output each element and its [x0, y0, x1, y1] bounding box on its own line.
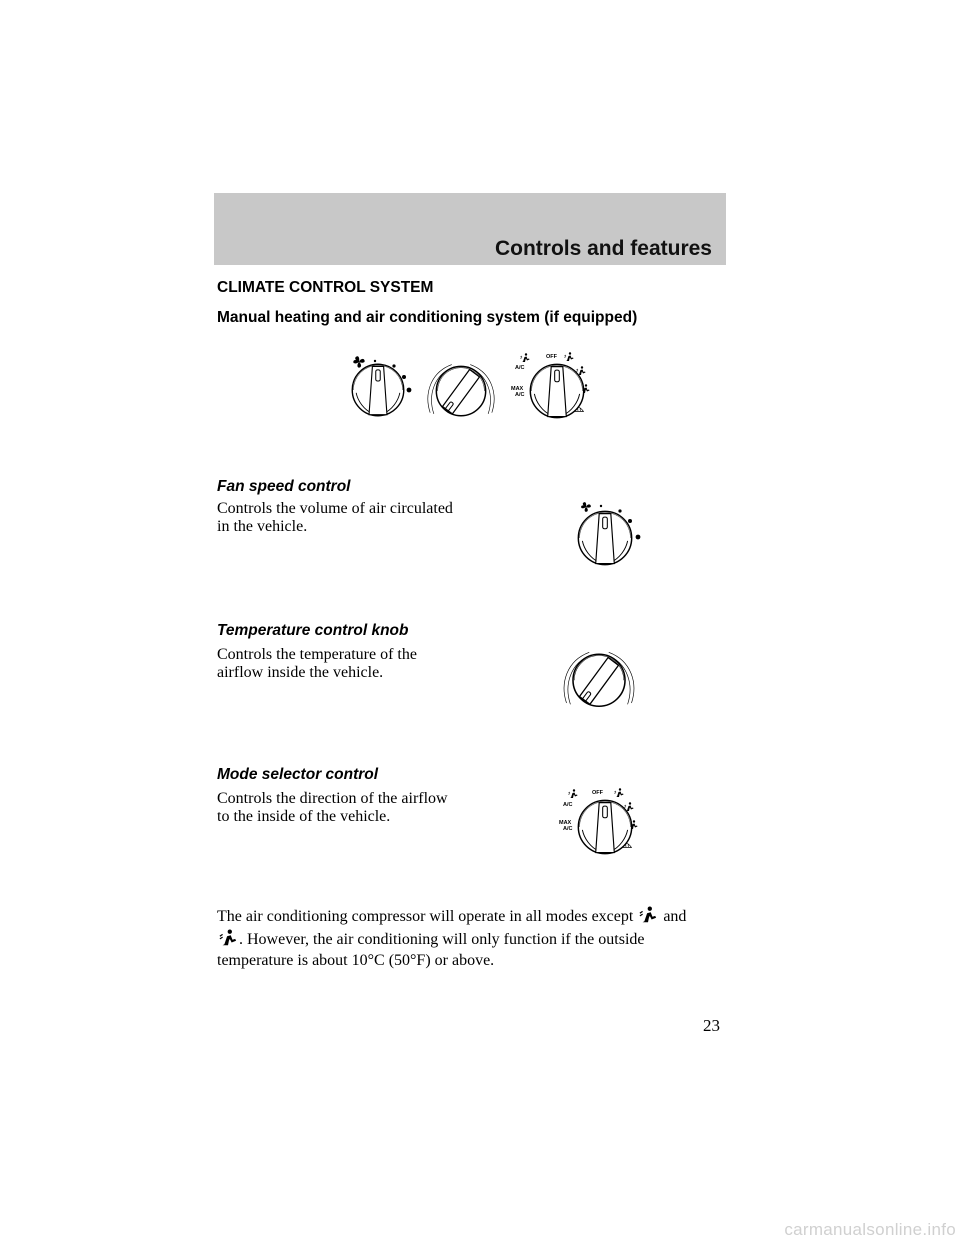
fan-icon [581, 502, 591, 512]
fan-speed-knob[interactable] [570, 500, 646, 570]
panel-vent-icon [569, 789, 578, 798]
fan-speed-description: Controls the volume of air circulated in the vehicle. [217, 500, 453, 535]
max-label: MAX [511, 386, 524, 392]
off-label: OFF [546, 354, 557, 360]
compressor-note: The air conditioning compressor will operate in all modes except and . However, the air conditioning will only function if the outside temperature is about 10°C (50°F) or above. [217, 908, 687, 969]
temperature-knob[interactable] [560, 642, 638, 712]
page-title: Controls and features [494, 237, 712, 260]
page-number: 23 [703, 1016, 720, 1035]
footer-watermark[interactable]: carmanualsonline.info [784, 1220, 956, 1239]
max-ac-label: A/C [515, 392, 525, 398]
mode-selector-description: Controls the direction of the airflow to the inside of the vehicle. [217, 790, 448, 825]
section-heading: CLIMATE CONTROL SYSTEM [217, 279, 434, 296]
svg-text:A/C: A/C [563, 826, 573, 832]
fan-speed-knob-overview[interactable] [346, 355, 416, 421]
svg-text:OFF: OFF [592, 790, 603, 796]
panel-vent-icon [521, 353, 530, 362]
section-subheading: Manual heating and air conditioning system (if equipped) [217, 309, 638, 326]
header-band [214, 193, 726, 265]
ac-label: A/C [515, 365, 525, 371]
mode-selector-knob-overview[interactable] [506, 348, 602, 424]
panel-floor-icon [565, 352, 574, 361]
fan-speed-title: Fan speed control [217, 478, 351, 495]
temperature-knob-overview[interactable] [424, 355, 498, 421]
svg-text:MAX: MAX [559, 820, 572, 826]
fan-icon [353, 356, 364, 367]
panel-floor-icon [615, 788, 624, 797]
mode-selector-title: Mode selector control [217, 766, 379, 783]
panel-floor-icon [217, 929, 239, 952]
mode-selector-knob[interactable] [554, 784, 650, 860]
temperature-title: Temperature control knob [217, 622, 409, 639]
panel-vent-icon [637, 906, 659, 929]
temperature-description: Controls the temperature of the airflow inside the vehicle. [217, 646, 417, 681]
svg-text:A/C: A/C [563, 802, 573, 808]
